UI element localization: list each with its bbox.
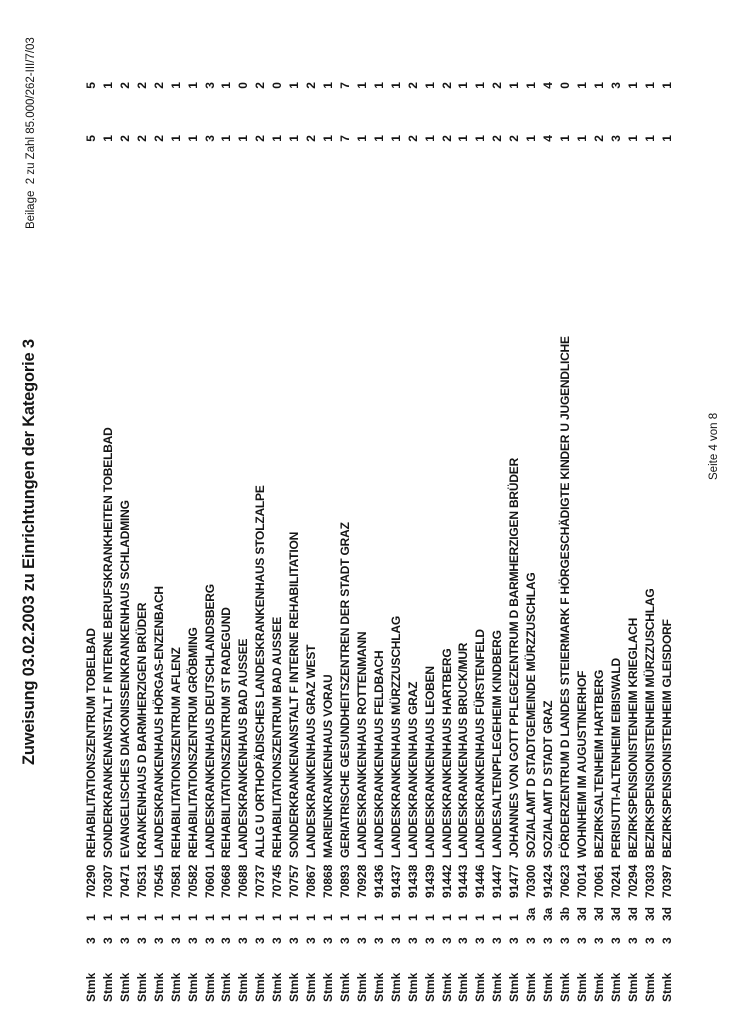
facility-name-cell: BEZIRKSALTENHEIM HARTBERG: [591, 669, 606, 858]
count1-cell: 4: [541, 135, 556, 142]
category-cell: 3: [608, 937, 623, 944]
count2-cell: 1: [659, 82, 674, 89]
facility-name-cell: KRANKENHAUS D BARMHERZIGEN BRÜDER: [134, 602, 149, 858]
facility-name-cell: LANDESKRANKENHAUS DEUTSCHLANDSBERG: [202, 584, 217, 858]
count1-cell: 2: [304, 135, 319, 142]
facility-name-cell: LANDESKRANKENHAUS LEOBEN: [422, 666, 437, 858]
category-cell: 3: [541, 937, 556, 944]
count1-cell: 1: [388, 135, 403, 142]
facility-name-cell: LANDESALTENPFLEGEHEIM KINDBERG: [490, 630, 505, 858]
subcategory-cell: 1: [84, 914, 98, 921]
count1-cell: 1: [354, 135, 369, 142]
code-cell: 70928: [354, 864, 369, 898]
table-row: [440, 0, 454, 1021]
facility-name-cell: BEZIRKSPENSIONISTENHEIM GLEISDORF: [659, 619, 674, 858]
code-cell: 91424: [541, 864, 556, 898]
category-cell: 3: [405, 937, 420, 944]
state-cell: Stmk: [659, 972, 674, 1002]
subcategory-cell: 1: [236, 914, 251, 921]
state-cell: Stmk: [236, 972, 251, 1002]
code-cell: 70582: [185, 864, 200, 898]
table-row: [219, 0, 233, 1021]
count2-cell: 3: [202, 82, 217, 89]
code-cell: 70397: [659, 864, 674, 898]
count1-cell: 2: [405, 135, 420, 142]
category-cell: 3: [219, 937, 234, 944]
facility-name-cell: GERIATRISCHE GESUNDHEITSZENTREN DER STADT GRAZ: [337, 522, 352, 858]
facility-name-cell: LANDESKRANKENHAUS BAD AUSSEE: [236, 638, 251, 858]
code-cell: 70737: [253, 864, 268, 898]
state-cell: Stmk: [253, 972, 268, 1002]
facility-name-cell: REHABILITATIONSZENTRUM GRÖBMING: [185, 627, 200, 858]
count1-cell: 1: [168, 135, 183, 142]
facility-name-cell: EVANGELISCHES DIAKONISSENKRANKENHAUS SCHLADMING: [117, 500, 132, 858]
code-cell: 70061: [591, 864, 606, 898]
category-cell: 3: [591, 937, 606, 944]
count2-cell: 1: [507, 82, 522, 89]
subcategory-cell: 1: [321, 914, 336, 921]
state-cell: Stmk: [490, 972, 505, 1002]
count2-cell: 1: [524, 82, 539, 89]
table-row: [490, 0, 504, 1021]
count2-cell: 7: [337, 82, 352, 89]
count1-cell: 3: [202, 135, 217, 142]
count2-cell: 1: [591, 82, 606, 89]
code-cell: 70893: [337, 864, 352, 898]
count2-cell: 1: [642, 82, 657, 89]
category-cell: 3: [625, 937, 640, 944]
page-number: Seite 4 von 8: [708, 412, 720, 480]
facility-name-cell: MARIENKRANKENHAUS VORAU: [321, 674, 336, 858]
count2-cell: 2: [304, 82, 319, 89]
count2-cell: 1: [422, 82, 437, 89]
count2-cell: 2: [117, 82, 132, 89]
count1-cell: 1: [574, 135, 589, 142]
category-cell: 3: [642, 937, 657, 944]
state-cell: Stmk: [185, 972, 200, 1002]
subcategory-cell: 3d: [625, 906, 640, 921]
facility-name-cell: BEZIRKSPENSIONISTENHEIM MÜRZZUSCHLAG: [642, 588, 657, 858]
facility-name-cell: LANDESKRANKENHAUS ROTTENMANN: [354, 631, 369, 858]
code-cell: 70531: [134, 864, 149, 898]
table-row: [236, 0, 250, 1021]
count2-cell: 3: [608, 82, 623, 89]
count2-cell: 0: [558, 82, 573, 89]
subcategory-cell: 1: [422, 914, 437, 921]
table-row: [575, 0, 589, 1021]
count2-cell: 0: [236, 82, 251, 89]
count2-cell: 1: [168, 82, 183, 89]
table-row: [660, 0, 674, 1021]
code-cell: 70601: [202, 864, 217, 898]
code-cell: 70307: [100, 864, 115, 898]
category-cell: 3: [524, 937, 539, 944]
facility-name-cell: PERISUTTI-ALTENHEIM EIBISWALD: [608, 658, 623, 858]
table-row: [626, 0, 640, 1021]
state-cell: Stmk: [608, 972, 623, 1002]
count1-cell: 1: [321, 135, 336, 142]
state-cell: Stmk: [439, 972, 454, 1002]
state-cell: Stmk: [117, 972, 132, 1002]
facility-name-cell: SOZIALAMT D STADT GRAZ: [541, 700, 556, 858]
table-row: [338, 0, 352, 1021]
table-row: [253, 0, 267, 1021]
table-row: [304, 0, 318, 1021]
facility-name-cell: LANDESKRANKENHAUS FÜRSTENFELD: [473, 629, 488, 858]
state-cell: Stmk: [151, 972, 166, 1002]
count2-cell: 2: [405, 82, 420, 89]
facility-name-cell: SONDERKRANKENANSTALT F INTERNE REHABILITATION: [287, 531, 302, 858]
count2-cell: 2: [253, 82, 268, 89]
category-cell: 3: [202, 937, 217, 944]
facility-name-cell: REHABILITATIONSZENTRUM TOBELBAD: [84, 628, 98, 858]
state-cell: Stmk: [84, 972, 98, 1002]
count1-cell: 1: [524, 135, 539, 142]
subcategory-cell: 3d: [659, 906, 674, 921]
state-cell: Stmk: [507, 972, 522, 1002]
category-cell: 3: [574, 937, 589, 944]
subcategory-cell: 3d: [574, 906, 589, 921]
count1-cell: 1: [422, 135, 437, 142]
subcategory-cell: 1: [507, 914, 522, 921]
count2-cell: 0: [270, 82, 285, 89]
table-row: [186, 0, 200, 1021]
state-cell: Stmk: [524, 972, 539, 1002]
category-cell: 3: [84, 937, 98, 944]
facility-name-cell: LANDESKRANKENHAUS GRAZ WEST: [304, 644, 319, 858]
code-cell: 91436: [371, 864, 386, 898]
code-cell: 70688: [236, 864, 251, 898]
count2-cell: 1: [185, 82, 200, 89]
code-cell: 70294: [625, 864, 640, 898]
subcategory-cell: 1: [337, 914, 352, 921]
count1-cell: 2: [151, 135, 166, 142]
subcategory-cell: 1: [151, 914, 166, 921]
count1-cell: 2: [490, 135, 505, 142]
count1-cell: 1: [219, 135, 234, 142]
count1-cell: 1: [270, 135, 285, 142]
category-cell: 3: [185, 937, 200, 944]
facility-name-cell: LANDESKRANKENHAUS MÜRZZUSCHLAG: [388, 616, 403, 858]
facility-name-cell: FÖRDERZENTRUM D LANDES STEIERMARK F HÖRGESCHÄDIGTE KINDER U JUGENDLICHE: [558, 336, 573, 858]
category-cell: 3: [439, 937, 454, 944]
state-cell: Stmk: [219, 972, 234, 1002]
count1-cell: 2: [253, 135, 268, 142]
count2-cell: 2: [490, 82, 505, 89]
facility-name-cell: ALLG U ORTHOPÄDISCHES LANDESKRANKENHAUS STOLZALPE: [253, 485, 268, 858]
count1-cell: 1: [100, 135, 115, 142]
category-cell: 3: [287, 937, 302, 944]
state-cell: Stmk: [405, 972, 420, 1002]
code-cell: 91439: [422, 864, 437, 898]
count2-cell: 2: [151, 82, 166, 89]
subcategory-cell: 3b: [558, 906, 573, 921]
count1-cell: 7: [337, 135, 352, 142]
table-row: [355, 0, 369, 1021]
subcategory-cell: 1: [456, 914, 471, 921]
table-row: [558, 0, 572, 1021]
table-row: [287, 0, 301, 1021]
state-cell: Stmk: [354, 972, 369, 1002]
state-cell: Stmk: [304, 972, 319, 1002]
code-cell: 91443: [456, 864, 471, 898]
subcategory-cell: 1: [388, 914, 403, 921]
subcategory-cell: 1: [354, 914, 369, 921]
state-cell: Stmk: [168, 972, 183, 1002]
code-cell: 70623: [558, 864, 573, 898]
state-cell: Stmk: [541, 972, 556, 1002]
category-cell: 3: [337, 937, 352, 944]
subcategory-cell: 1: [185, 914, 200, 921]
state-cell: Stmk: [642, 972, 657, 1002]
state-cell: Stmk: [100, 972, 115, 1002]
state-cell: Stmk: [287, 972, 302, 1002]
code-cell: 70545: [151, 864, 166, 898]
category-cell: 3: [490, 937, 505, 944]
state-cell: Stmk: [591, 972, 606, 1002]
category-cell: 3: [321, 937, 336, 944]
table-row: [321, 0, 335, 1021]
code-cell: 91438: [405, 864, 420, 898]
count2-cell: 4: [541, 82, 556, 89]
code-cell: 91442: [439, 864, 454, 898]
state-cell: Stmk: [321, 972, 336, 1002]
category-cell: 3: [151, 937, 166, 944]
table-row: [372, 0, 386, 1021]
facility-name-cell: SONDERKRANKENANSTALT F INTERNE BERUFSKRANKHEITEN TOBELBAD: [100, 427, 115, 858]
count2-cell: 1: [287, 82, 302, 89]
subcategory-cell: 1: [405, 914, 420, 921]
code-cell: 70868: [321, 864, 336, 898]
category-cell: 3: [236, 937, 251, 944]
state-cell: Stmk: [558, 972, 573, 1002]
table-row: [152, 0, 166, 1021]
count2-cell: 2: [439, 82, 454, 89]
subcategory-cell: 3a: [524, 907, 539, 921]
code-cell: 70581: [168, 864, 183, 898]
count1-cell: 1: [287, 135, 302, 142]
count2-cell: 5: [84, 82, 98, 89]
facility-name-cell: REHABILITATIONSZENTRUM BAD AUSSEE: [270, 616, 285, 858]
table-row: [541, 0, 555, 1021]
count2-cell: 1: [100, 82, 115, 89]
count2-cell: 1: [321, 82, 336, 89]
count1-cell: 1: [625, 135, 640, 142]
table-row: [169, 0, 183, 1021]
facility-name-cell: LANDESKRANKENHAUS BRUCK/MUR: [456, 642, 471, 858]
subcategory-cell: 1: [490, 914, 505, 921]
category-cell: 3: [422, 937, 437, 944]
count2-cell: 1: [371, 82, 386, 89]
code-cell: 70471: [117, 864, 132, 898]
subcategory-cell: 3d: [591, 906, 606, 921]
subcategory-cell: 1: [117, 914, 132, 921]
table-row: [643, 0, 657, 1021]
code-cell: 91437: [388, 864, 403, 898]
facility-name-cell: JOHANNES VON GOTT PFLEGEZENTRUM D BARMHERZIGEN BRÜDER: [507, 457, 522, 858]
state-cell: Stmk: [625, 972, 640, 1002]
facility-name-cell: BEZIRKSPENSIONISTENHEIM KRIEGLACH: [625, 617, 640, 858]
category-cell: 3: [456, 937, 471, 944]
state-cell: Stmk: [422, 972, 437, 1002]
category-cell: 3: [354, 937, 369, 944]
subcategory-cell: 1: [134, 914, 149, 921]
count2-cell: 1: [219, 82, 234, 89]
code-cell: 91447: [490, 864, 505, 898]
table-row: [592, 0, 606, 1021]
table-row: [101, 0, 115, 1021]
state-cell: Stmk: [473, 972, 488, 1002]
count1-cell: 3: [608, 135, 623, 142]
category-cell: 3: [371, 937, 386, 944]
count2-cell: 1: [388, 82, 403, 89]
count1-cell: 1: [642, 135, 657, 142]
count1-cell: 1: [659, 135, 674, 142]
code-cell: 70290: [84, 864, 98, 898]
state-cell: Stmk: [574, 972, 589, 1002]
table-row: [84, 0, 98, 1021]
code-cell: 91446: [473, 864, 488, 898]
count2-cell: 1: [354, 82, 369, 89]
category-cell: 3: [659, 937, 674, 944]
state-cell: Stmk: [371, 972, 386, 1002]
state-cell: Stmk: [337, 972, 352, 1002]
count1-cell: 1: [456, 135, 471, 142]
code-cell: 70300: [524, 864, 539, 898]
count2-cell: 1: [473, 82, 488, 89]
table-row: [389, 0, 403, 1021]
count1-cell: 1: [558, 135, 573, 142]
code-cell: 70014: [574, 864, 589, 898]
table-row: [507, 0, 521, 1021]
facility-name-cell: WOHNHEIM IM AUGUSTINERHOF: [574, 670, 589, 858]
code-cell: 70303: [642, 864, 657, 898]
document-title: Zuweisung 03.02.2003 zu Einrichtungen der Kategorie 3: [20, 339, 38, 765]
subcategory-cell: 1: [202, 914, 217, 921]
count2-cell: 2: [134, 82, 149, 89]
category-cell: 3: [100, 937, 115, 944]
table-row: [406, 0, 420, 1021]
count1-cell: 5: [84, 135, 98, 142]
state-cell: Stmk: [388, 972, 403, 1002]
subcategory-cell: 1: [253, 914, 268, 921]
category-cell: 3: [117, 937, 132, 944]
category-cell: 3: [388, 937, 403, 944]
code-cell: 70867: [304, 864, 319, 898]
count1-cell: 2: [507, 135, 522, 142]
subcategory-cell: 1: [287, 914, 302, 921]
facility-name-cell: REHABILITATIONSZENTRUM ST RADEGUND: [219, 607, 234, 858]
state-cell: Stmk: [270, 972, 285, 1002]
subcategory-cell: 1: [219, 914, 234, 921]
category-cell: 3: [270, 937, 285, 944]
facility-name-cell: SOZIALAMT D STADTGEMEINDE MÜRZZUSCHLAG: [524, 572, 539, 858]
count1-cell: 2: [439, 135, 454, 142]
table-row: [423, 0, 437, 1021]
subcategory-cell: 1: [439, 914, 454, 921]
count2-cell: 1: [574, 82, 589, 89]
category-cell: 3: [558, 937, 573, 944]
table-row: [270, 0, 284, 1021]
state-cell: Stmk: [456, 972, 471, 1002]
table-row: [609, 0, 623, 1021]
table-row: [118, 0, 132, 1021]
category-cell: 3: [304, 937, 319, 944]
subcategory-cell: 1: [304, 914, 319, 921]
count1-cell: 1: [185, 135, 200, 142]
code-cell: 70241: [608, 864, 623, 898]
count1-cell: 2: [134, 135, 149, 142]
annex-reference: Beilage 2 zu Zahl 85.000/262-III/7/03: [25, 37, 37, 229]
subcategory-cell: 1: [371, 914, 386, 921]
category-cell: 3: [134, 937, 149, 944]
count2-cell: 1: [456, 82, 471, 89]
code-cell: 70668: [219, 864, 234, 898]
subcategory-cell: 3d: [608, 906, 623, 921]
table-row: [135, 0, 149, 1021]
subcategory-cell: 1: [270, 914, 285, 921]
facility-name-cell: LANDESKRANKENHAUS HÖRGAS-ENZENBACH: [151, 586, 166, 858]
state-cell: Stmk: [134, 972, 149, 1002]
code-cell: 70745: [270, 864, 285, 898]
table-row: [524, 0, 538, 1021]
facility-name-cell: REHABILITATIONSZENTRUM AFLENZ: [168, 647, 183, 858]
facility-name-cell: LANDESKRANKENHAUS GRAZ: [405, 681, 420, 858]
count1-cell: 2: [117, 135, 132, 142]
table-row: [473, 0, 487, 1021]
count1-cell: 1: [473, 135, 488, 142]
subcategory-cell: 1: [100, 914, 115, 921]
table-row: [203, 0, 217, 1021]
subcategory-cell: 1: [168, 914, 183, 921]
category-cell: 3: [507, 937, 522, 944]
count1-cell: 1: [371, 135, 386, 142]
subcategory-cell: 3d: [642, 906, 657, 921]
facility-name-cell: LANDESKRANKENHAUS HARTBERG: [439, 648, 454, 858]
table-row: [456, 0, 470, 1021]
subcategory-cell: 3a: [541, 907, 556, 921]
count1-cell: 2: [591, 135, 606, 142]
code-cell: 70757: [287, 864, 302, 898]
category-cell: 3: [253, 937, 268, 944]
category-cell: 3: [168, 937, 183, 944]
category-cell: 3: [473, 937, 488, 944]
code-cell: 91477: [507, 864, 522, 898]
state-cell: Stmk: [202, 972, 217, 1002]
count1-cell: 1: [236, 135, 251, 142]
subcategory-cell: 1: [473, 914, 488, 921]
count2-cell: 1: [625, 82, 640, 89]
facility-name-cell: LANDESKRANKENHAUS FELDBACH: [371, 650, 386, 858]
